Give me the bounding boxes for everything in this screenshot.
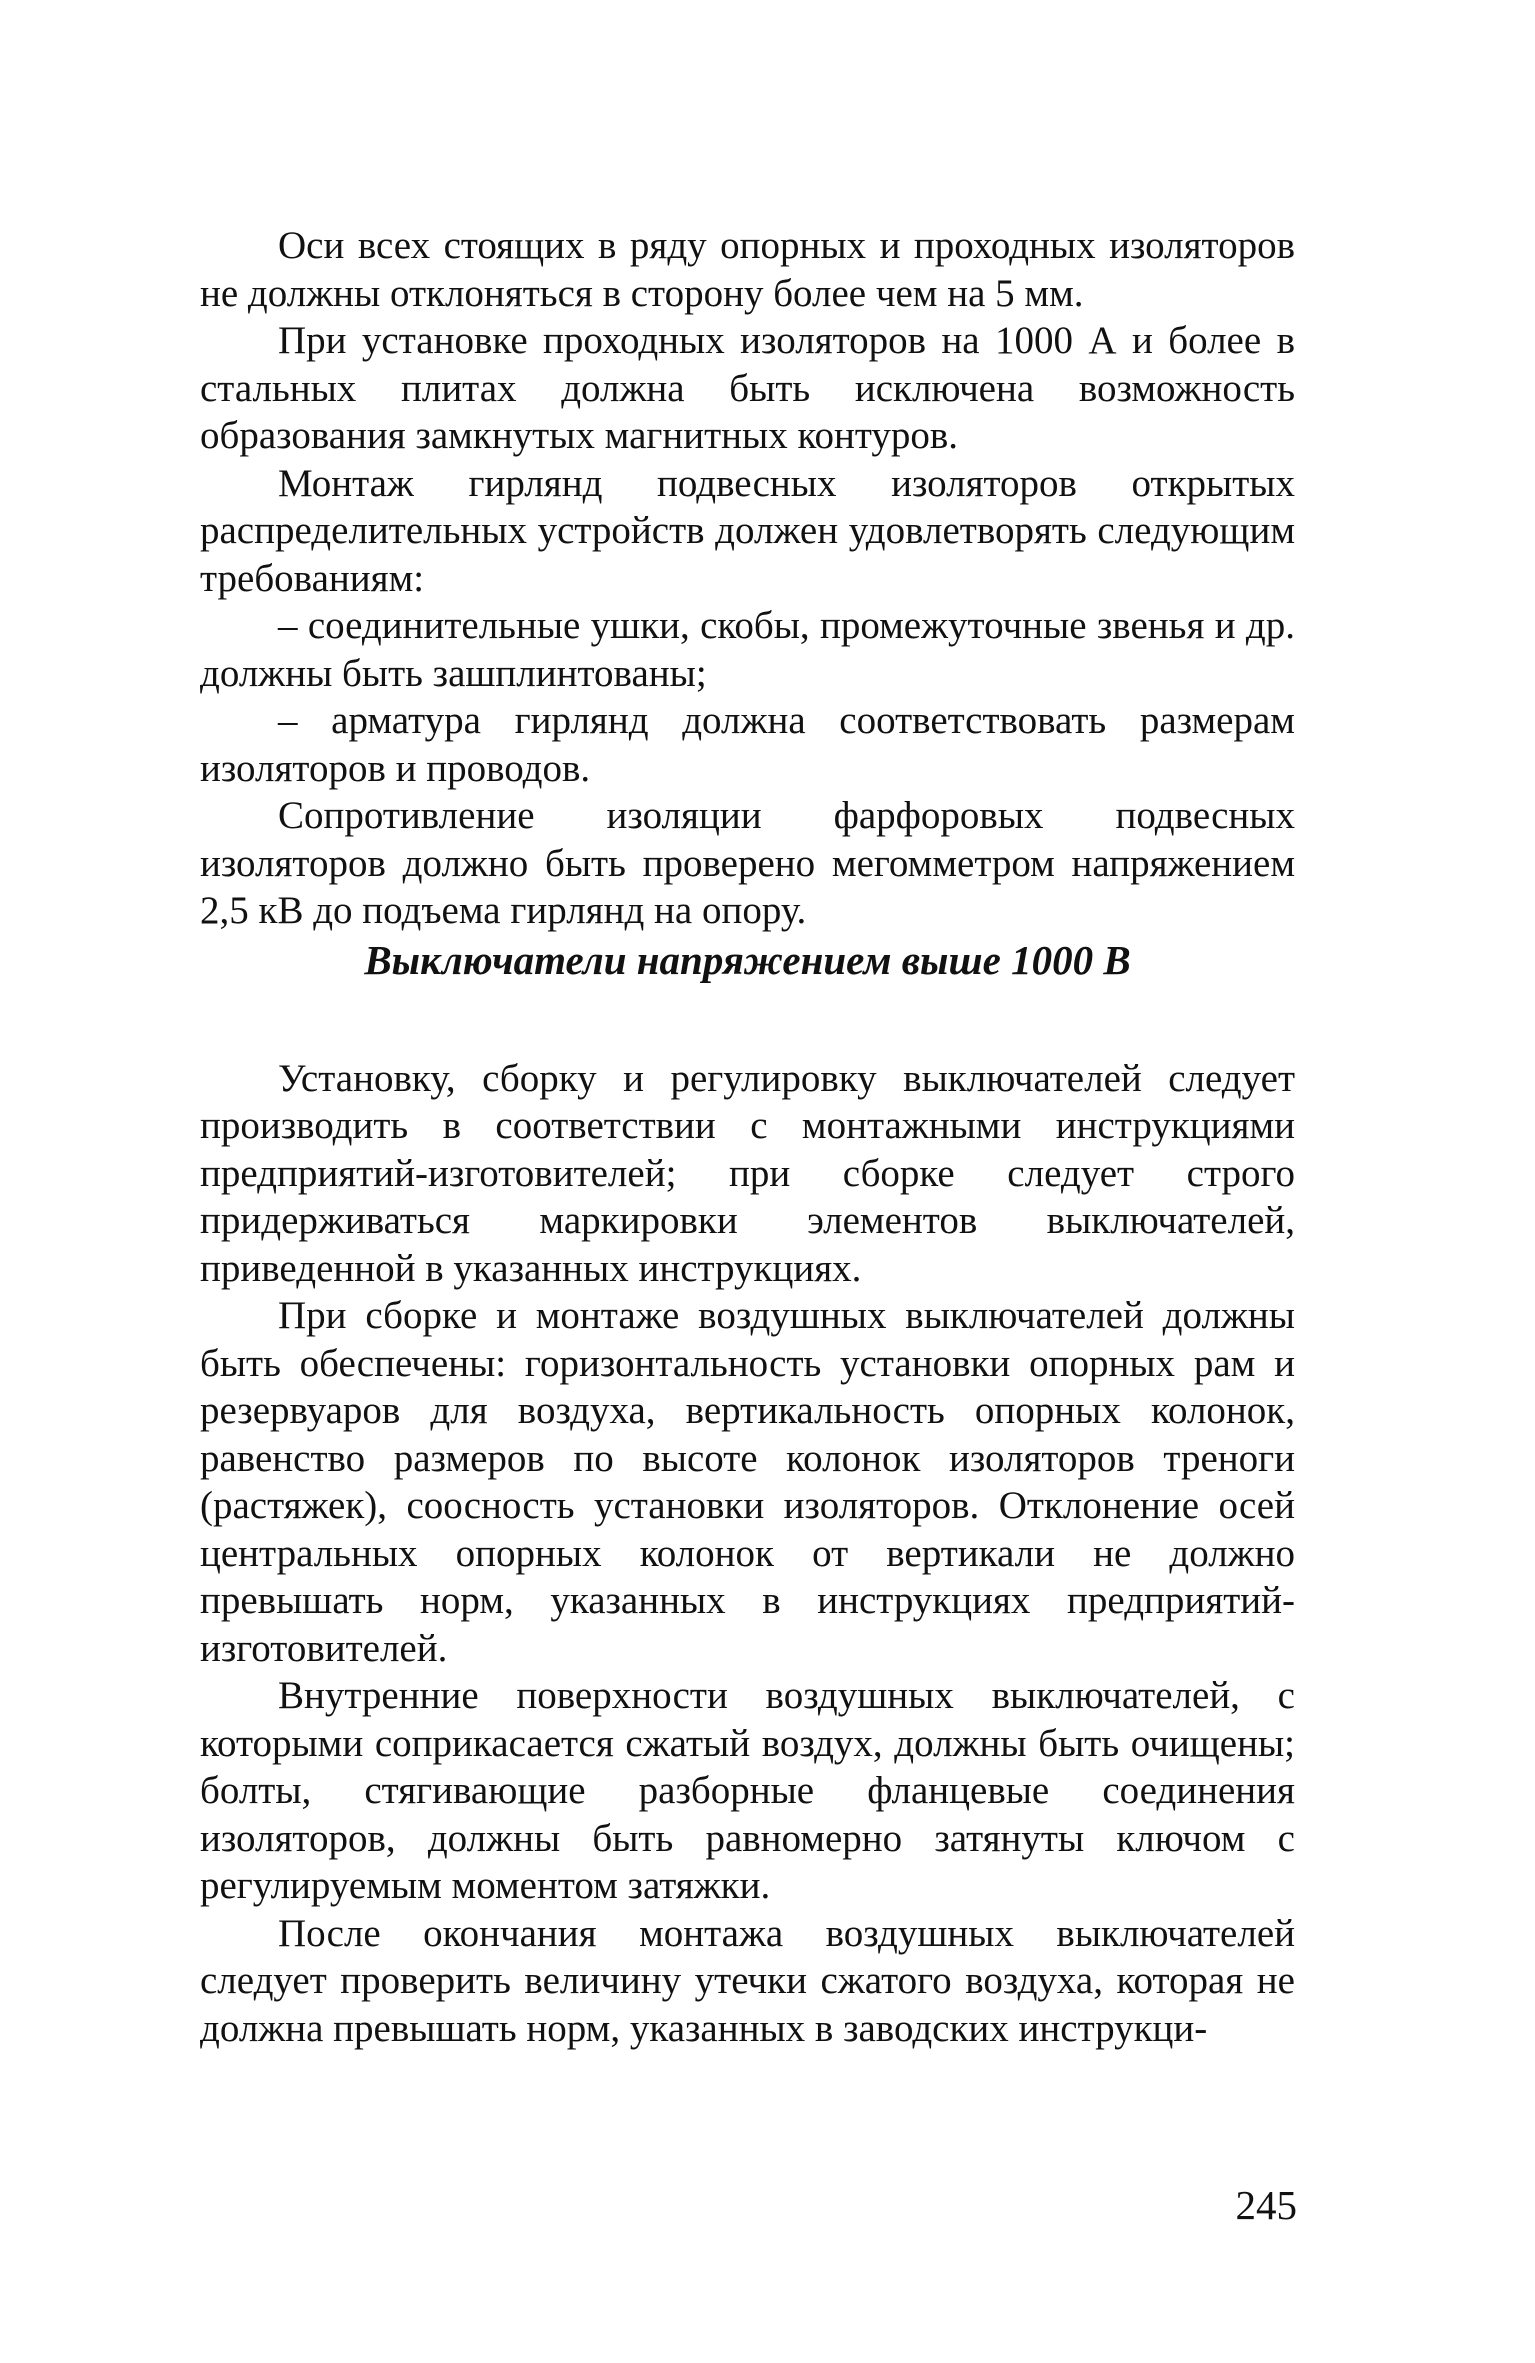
paragraph-insulator-axes: Оси всех стоящих в ряду опорных и проходных изоляторов не должны отклоняться в сторону более чем на 5 мм. xyxy=(200,224,1295,315)
paragraph-bushing-insulators: При установке проходных изоляторов на 1000 А и более в стальных плитах должна быть исключена возможность образования замкнутых магнитных контуров. xyxy=(200,319,1295,457)
paragraph-garland-requirements: Монтаж гирлянд подвесных изоляторов открытых распределительных устройств должен удовлетворять следующим требованиям: xyxy=(200,461,1295,600)
page-number: 245 xyxy=(1235,2182,1297,2228)
paragraph-insulation-resistance: Сопротивление изоляции фарфоровых подвесных изоляторов должно быть проверено мегомметром напряжением 2,5 кВ до подъема гирлянд на опору. xyxy=(200,794,1295,932)
list-item-connecting-lugs: – соединительные ушки, скобы, промежуточные звенья и др. должны быть зашплинтованы; xyxy=(200,604,1295,695)
paragraph-breaker-installation: Установку, сборку и регулировку выключателей следует производить в соответствии с монтажными инструкциями предприятий-изготовителей; при сборке следует строго придерживаться маркировки элементов выключателей, приведенной в указанных инструкциях. xyxy=(200,1056,1295,1290)
section-heading: Выключатели напряжением выше 1000 В xyxy=(364,936,1131,983)
paragraph-air-leakage-check: После окончания монтажа воздушных выключателей следует проверить величину утечки сжатого воздуха, которая не должна превышать норм, указанных в заводских инструкци- xyxy=(200,1911,1295,2050)
text-column xyxy=(200,222,1295,2052)
paragraph-air-breaker-assembly: При сборке и монтаже воздушных выключателей должны быть обеспечены: горизонтальность установки опорных рам и резервуаров для воздуха, вертикальность опорных колонок, равенство размеров по высоте колонок изоляторов треноги (растяжек), соосность установки изоляторов. Отклонение осей центральных опорных колонок от вертикали не должно превышать норм, указанных в инструкциях предприятий-изготовителей. xyxy=(200,1294,1295,1670)
paragraph-inner-surfaces: Внутренние поверхности воздушных выключателей, с которыми соприкасается сжатый воздух, должны быть очищены; болты, стягивающие разборные фланцевые соединения изоляторов, должны быть равномерно затянуты ключом с регулируемым моментом затяжки. xyxy=(200,1674,1295,1907)
list-item-garland-fittings: – арматура гирлянд должна соответствовать размерам изоляторов и проводов. xyxy=(200,699,1295,790)
